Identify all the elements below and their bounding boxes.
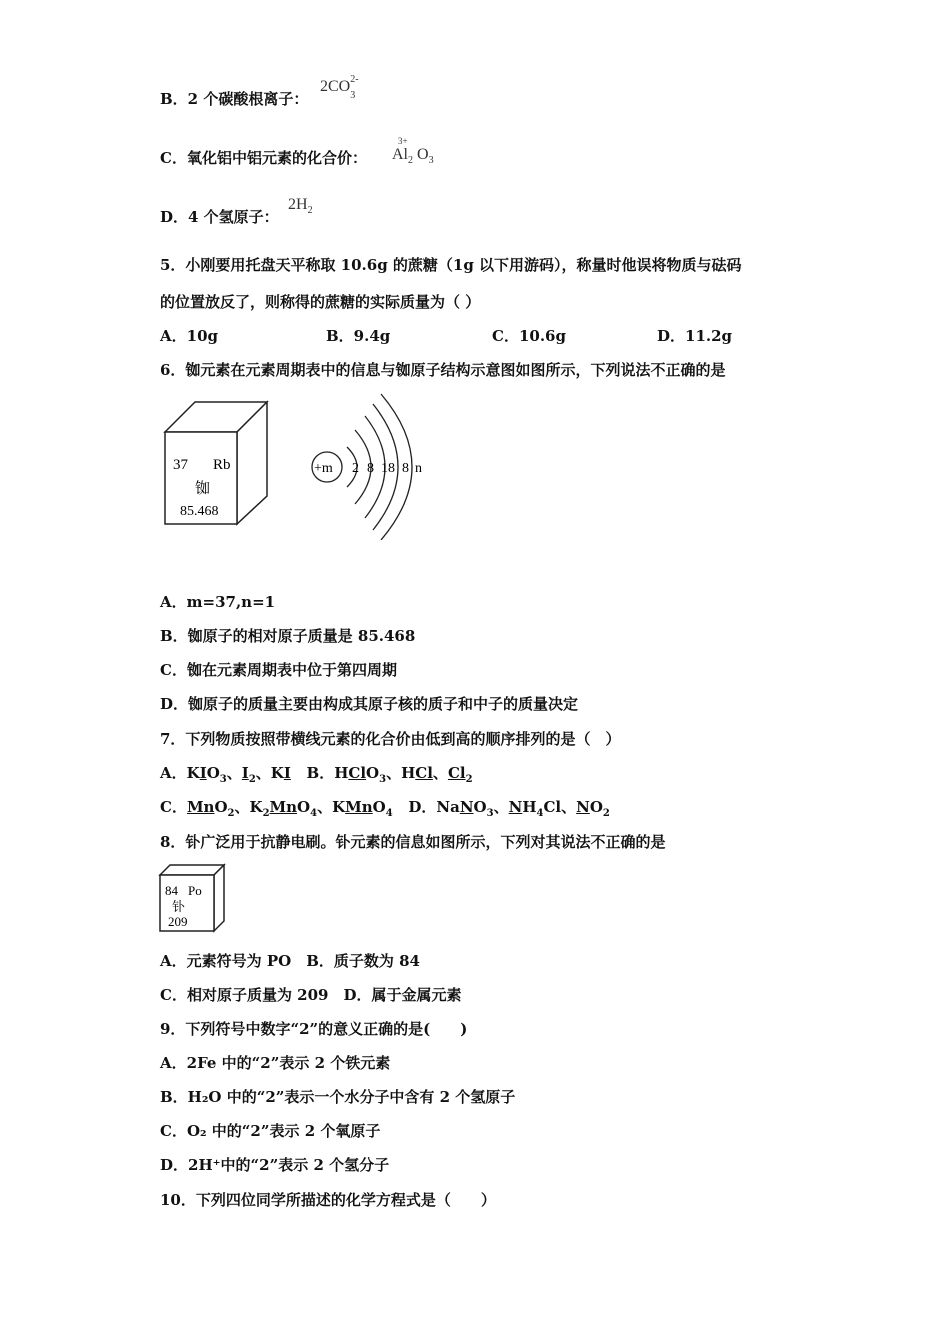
q4-c-formula: 3+ $Al_2$ $O_3$ [392,136,434,167]
q5-option-c: C．10.6g [492,327,566,345]
q9-stem: 9．下列符号中数字“2”的意义正确的是( ) [160,1020,468,1038]
q7-options-cd: C．MnO$_2$、$K_2MnO_4$、KMnO$_4$ D．NaNO$_3$、$NH_4Cl$、$NO_2$ [160,798,610,819]
q5-option-d: D．11.2g [657,327,733,345]
q8-options-ab: A．元素符号为 PO B．质子数为 84 [160,952,420,970]
q4-option-b: B．2 个碳酸根离子： [160,90,309,108]
q4-d-formula: $2H_2$ [288,196,313,217]
po-symbol: Po [188,883,202,898]
q9-option-b: B．H₂O 中的“2”表示一个水分子中含有 2 个氢原子 [160,1088,516,1106]
q8-options-cd: C．相对原子质量为 209 D．属于金属元素 [160,986,462,1004]
q6-option-d: D．铷原子的质量主要由构成其原子核的质子和中子的质量决定 [160,695,579,713]
rb-shell-1: 2 [352,461,359,476]
polonium-element-card [158,863,230,935]
rubidium-element-card [165,402,267,524]
rb-symbol: Rb [213,457,231,473]
q4-option-c: C．氧化铝中铝元素的化合价： [160,149,367,167]
rb-atomic-number: 37 [173,457,188,473]
q4-option-d: D．4 个氢原子： [160,208,279,226]
q5-stem-line2: 的位置放反了，则称得的蔗糖的实际质量为（ ） [160,293,481,311]
rb-mass: 85.468 [180,504,219,519]
q7-options-ab: A．$KIO_3$、$I_2$、KI B．HClO$_3$、HCl、$Cl_2$ [160,764,473,785]
rb-shell-3: 18 [381,461,395,476]
q10-stem: 10．下列四位同学所描述的化学方程式是（ ） [160,1191,496,1209]
q6-stem: 6．铷元素在元素周期表中的信息与铷原子结构示意图如图所示，下列说法不正确的是 [160,361,726,379]
q9-option-d: D．2H⁺中的“2”表示 2 个氢分子 [160,1156,390,1174]
po-atomic-number: 84 [165,883,178,898]
rb-shell-5: n [415,461,422,476]
q6-option-a: A．m=37,n=1 [160,593,276,611]
q5-option-a: A．10g [160,327,219,345]
rb-shell-4: 8 [402,461,409,476]
rubidium-figure [155,390,455,540]
q6-option-c: C．铷在元素周期表中位于第四周期 [160,661,397,679]
q5-stem-line1: 5．小刚要用托盘天平称取 10.6g 的蔗糖（1g 以下用游码），称量时他误将物质与砝码 [160,256,742,274]
q6-option-b: B．铷原子的相对原子质量是 85.468 [160,627,416,645]
q8-stem: 8．钋广泛用于抗静电刷。钋元素的信息如图所示，下列对其说法不正确的是 [160,833,666,851]
q5-option-b: B．9.4g [326,327,391,345]
q9-option-c: C．O₂ 中的“2”表示 2 个氧原子 [160,1122,381,1140]
q7-stem: 7．下列物质按照带横线元素的化合价由低到高的顺序排列的是（ ） [160,730,621,748]
q4-b-formula: 2CO 2- 3 [320,74,359,101]
po-name: 钋 [172,899,186,914]
q9-option-a: A．2Fe 中的“2”表示 2 个铁元素 [160,1054,391,1072]
rb-nucleus-label: +m [314,461,333,476]
po-mass: 209 [168,914,188,929]
rb-shell-2: 8 [367,461,374,476]
rb-name: 铷 [195,481,211,497]
